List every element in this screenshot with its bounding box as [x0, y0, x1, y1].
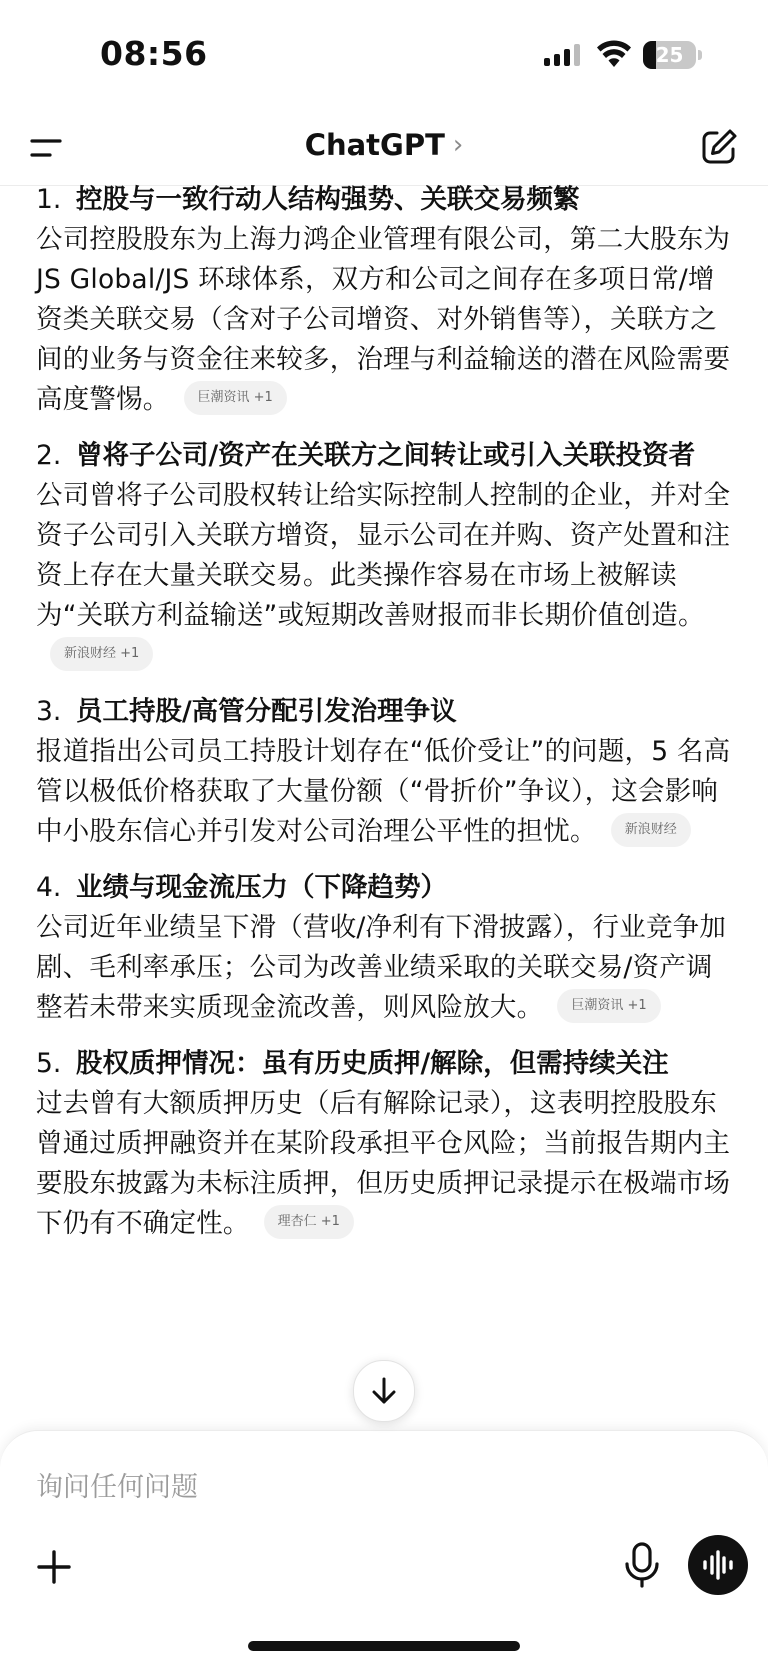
list-item [36, 180, 736, 420]
list-item [36, 868, 736, 1028]
chevron-right-icon: › [452, 130, 464, 160]
item-number: 4. [36, 872, 62, 903]
status-bar [0, 0, 768, 110]
wifi-icon [596, 40, 632, 68]
page-title [0, 128, 768, 162]
battery-percentage: 25 [655, 43, 684, 67]
plus-icon[interactable] [34, 1547, 74, 1587]
item-title: 业绩与现金流压力（下降趋势） [76, 872, 447, 903]
status-time: 08:56 [100, 34, 208, 73]
assistant-message [36, 180, 736, 1260]
item-body [36, 476, 736, 676]
list-item [36, 436, 736, 676]
battery-icon [643, 41, 696, 69]
citation-chip[interactable]: 新浪财经 +1 [50, 637, 153, 671]
item-body [36, 908, 736, 1028]
composer [0, 1430, 768, 1670]
item-text: 公司控股股东为上海力鸿企业管理有限公司，第二大股东为 JS Global/JS 环球体系，双方和公司之间存在多项日常/增资类关联交易（含对子公司增资、对外销售等），关联方之间的业务与资金往来较多，治理与利益输送的潜在风险需要高度警惕。 [36, 224, 731, 415]
item-heading [36, 868, 736, 908]
item-title: 股权质押情况：虽有历史质押/解除，但需持续关注 [76, 1048, 669, 1079]
scroll-to-bottom-button[interactable] [353, 1360, 415, 1422]
item-number: 5. [36, 1048, 62, 1079]
item-body [36, 732, 736, 852]
item-heading [36, 1044, 736, 1084]
citation-chip[interactable]: 巨潮资讯 +1 [184, 381, 287, 415]
item-title: 员工持股/高管分配引发治理争议 [76, 696, 457, 727]
arrow-down-icon [370, 1376, 398, 1406]
cellular-signal-icon [544, 44, 582, 68]
item-text: 公司近年业绩呈下滑（营收/净利有下滑披露），行业竞争加剧、毛利率承压；公司为改善业绩采取的关联交易/资产调整若未带来实质现金流改善，则风险放大。 [36, 912, 727, 1023]
item-text: 报道指出公司员工持股计划存在“低价受让”的问题，5 名高管以极低价格获取了大量份额（“骨折价”争议），这会影响中小股东信心并引发对公司治理公平性的担忧。 [36, 736, 731, 847]
item-text: 过去曾有大额质押历史（后有解除记录），这表明控股股东曾通过质押融资并在某阶段承担平仓风险；当前报告期内主要股东披露为未标注质押，但历史质押记录提示在极端市场下仍有不确定性。 [36, 1088, 731, 1239]
list-item [36, 1044, 736, 1244]
message-input[interactable] [36, 1465, 696, 1509]
app-title: ChatGPT [304, 128, 445, 162]
item-number: 3. [36, 696, 62, 727]
citation-chip[interactable]: 理杏仁 +1 [264, 1205, 354, 1239]
item-title: 控股与一致行动人结构强势、关联交易频繁 [76, 184, 580, 215]
home-indicator [248, 1641, 520, 1651]
item-number: 1. [36, 184, 62, 215]
microphone-icon[interactable] [622, 1541, 662, 1589]
item-body [36, 1084, 736, 1244]
item-number: 2. [36, 440, 62, 471]
item-title: 曾将子公司/资产在关联方之间转让或引入关联投资者 [76, 440, 696, 471]
citation-chip[interactable]: 巨潮资讯 +1 [557, 989, 660, 1023]
item-heading [36, 180, 736, 220]
item-heading [36, 692, 736, 732]
model-selector[interactable] [305, 128, 464, 162]
list-item [36, 692, 736, 852]
app-header [0, 110, 768, 186]
citation-chip[interactable]: 新浪财经 [611, 813, 691, 847]
voice-mode-icon [702, 1550, 734, 1580]
item-heading [36, 436, 736, 476]
battery-cap [698, 50, 702, 60]
item-text: 公司曾将子公司股权转让给实际控制人控制的企业，并对全资子公司引入关联方增资，显示公司在并购、资产处置和注资上存在大量关联交易。此类操作容易在市场上被解读为“关联方利益输送”或短期改善财报而非长期价值创造。 [36, 480, 731, 631]
compose-icon[interactable] [698, 126, 740, 168]
voice-mode-button[interactable] [688, 1535, 748, 1595]
item-body [36, 220, 736, 420]
